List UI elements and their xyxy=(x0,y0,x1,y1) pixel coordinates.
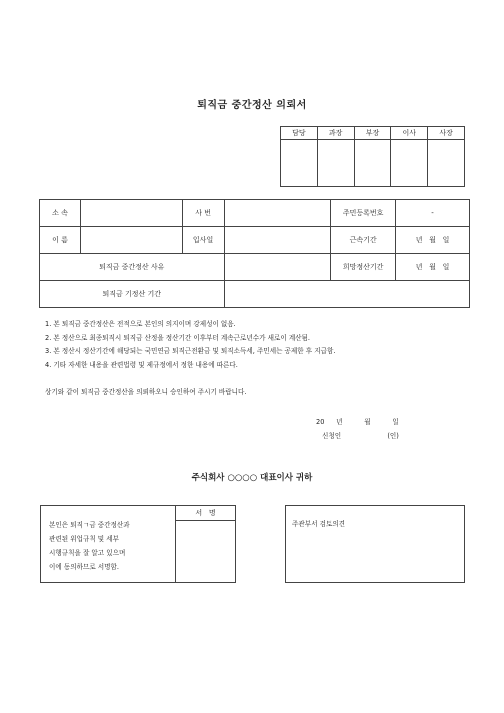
service-period-label: 근속기간 xyxy=(331,227,396,254)
note-item: 1. 본 퇴직금 중간정산은 전적으로 본인의 의지이며 강제성이 없음. xyxy=(45,320,236,328)
date-month-unit: 월 xyxy=(364,418,371,426)
consent-line: 시행규칙을 잘 알고 있으며 xyxy=(49,549,126,557)
consent-box xyxy=(40,505,236,583)
name-field[interactable] xyxy=(80,227,182,254)
signature-label: 서 명 xyxy=(175,506,235,521)
approval-header-section-chief: 과장 xyxy=(317,127,354,140)
applicant-seal: (인) xyxy=(387,432,399,440)
resident-no-label: 주민등록번호 xyxy=(331,200,396,227)
employee-no-field[interactable] xyxy=(224,200,331,227)
affiliation-field[interactable] xyxy=(80,200,182,227)
reason-label: 퇴직금 중간정산 사유 xyxy=(40,254,225,281)
prior-settlement-field[interactable] xyxy=(224,281,469,308)
desired-period-label: 희망정산기간 xyxy=(331,254,396,281)
applicant-label: 신청인 xyxy=(322,432,342,440)
approval-sign-president[interactable] xyxy=(428,140,465,187)
employee-no-label: 사 번 xyxy=(182,200,224,227)
application-date xyxy=(316,416,399,426)
approval-header-staff: 담당 xyxy=(281,127,318,140)
addressee: 주식회사 ○○○○ 대표이사 귀하 xyxy=(191,473,313,483)
approval-header-director: 이사 xyxy=(391,127,428,140)
join-date-field[interactable] xyxy=(224,227,331,254)
note-item: 2. 본 정산으로 최종퇴직시 퇴직금 산정을 정산기간 이후부터 계속근로년수가 새로이 계산됨. xyxy=(45,333,311,342)
desired-period-field[interactable]: 년 월 일 xyxy=(396,254,470,281)
signature-field[interactable] xyxy=(175,521,235,582)
form-title: 퇴직금 중간정산 의뢰서 xyxy=(197,100,307,111)
approval-table xyxy=(280,126,465,187)
reason-field[interactable] xyxy=(224,254,331,281)
prior-settlement-label: 퇴직금 기정산 기간 xyxy=(40,281,225,308)
consent-line: 본인은 퇴직ㄱ금 중간정산과 xyxy=(49,521,130,529)
affiliation-label: 소 속 xyxy=(40,200,81,227)
consent-line: 관련된 위업규칙 및 세부 xyxy=(49,535,119,543)
consent-text xyxy=(49,518,173,574)
date-day-unit: 일 xyxy=(392,418,399,426)
review-box[interactable] xyxy=(285,505,465,583)
approval-header-dept-head: 부장 xyxy=(354,127,391,140)
resident-no-field[interactable]: - xyxy=(396,200,470,227)
date-year[interactable]: 20 xyxy=(316,418,325,426)
request-statement: 상기와 같이 퇴직금 중간정산을 의뢰하오니 승인하여 주시기 바랍니다. xyxy=(45,388,247,396)
consent-line: 이에 동의하므로 서명함. xyxy=(49,563,119,571)
notes-list xyxy=(45,318,335,372)
name-label: 이 름 xyxy=(40,227,81,254)
employee-info-table xyxy=(39,199,470,308)
applicant-line xyxy=(322,430,399,440)
note-item: 4. 기타 자세한 내용을 관련법령 및 제규정에서 정한 내용에 따른다. xyxy=(45,360,238,369)
service-period-field[interactable]: 년 월 일 xyxy=(396,227,470,254)
join-date-label: 입사일 xyxy=(182,227,224,254)
approval-sign-director[interactable] xyxy=(391,140,428,187)
approval-sign-staff[interactable] xyxy=(281,140,318,187)
review-label: 주관부서 검토의견 xyxy=(292,520,346,528)
note-item: 3. 본 정산시 정산기간에 해당되는 국민연금 퇴직근전환금 및 퇴직소득세, 주민세는 공제한 후 지급함. xyxy=(45,347,336,355)
approval-sign-section-chief[interactable] xyxy=(317,140,354,187)
approval-header-president: 사장 xyxy=(428,127,465,140)
date-year-unit: 년 xyxy=(336,418,343,426)
approval-sign-dept-head[interactable] xyxy=(354,140,391,187)
